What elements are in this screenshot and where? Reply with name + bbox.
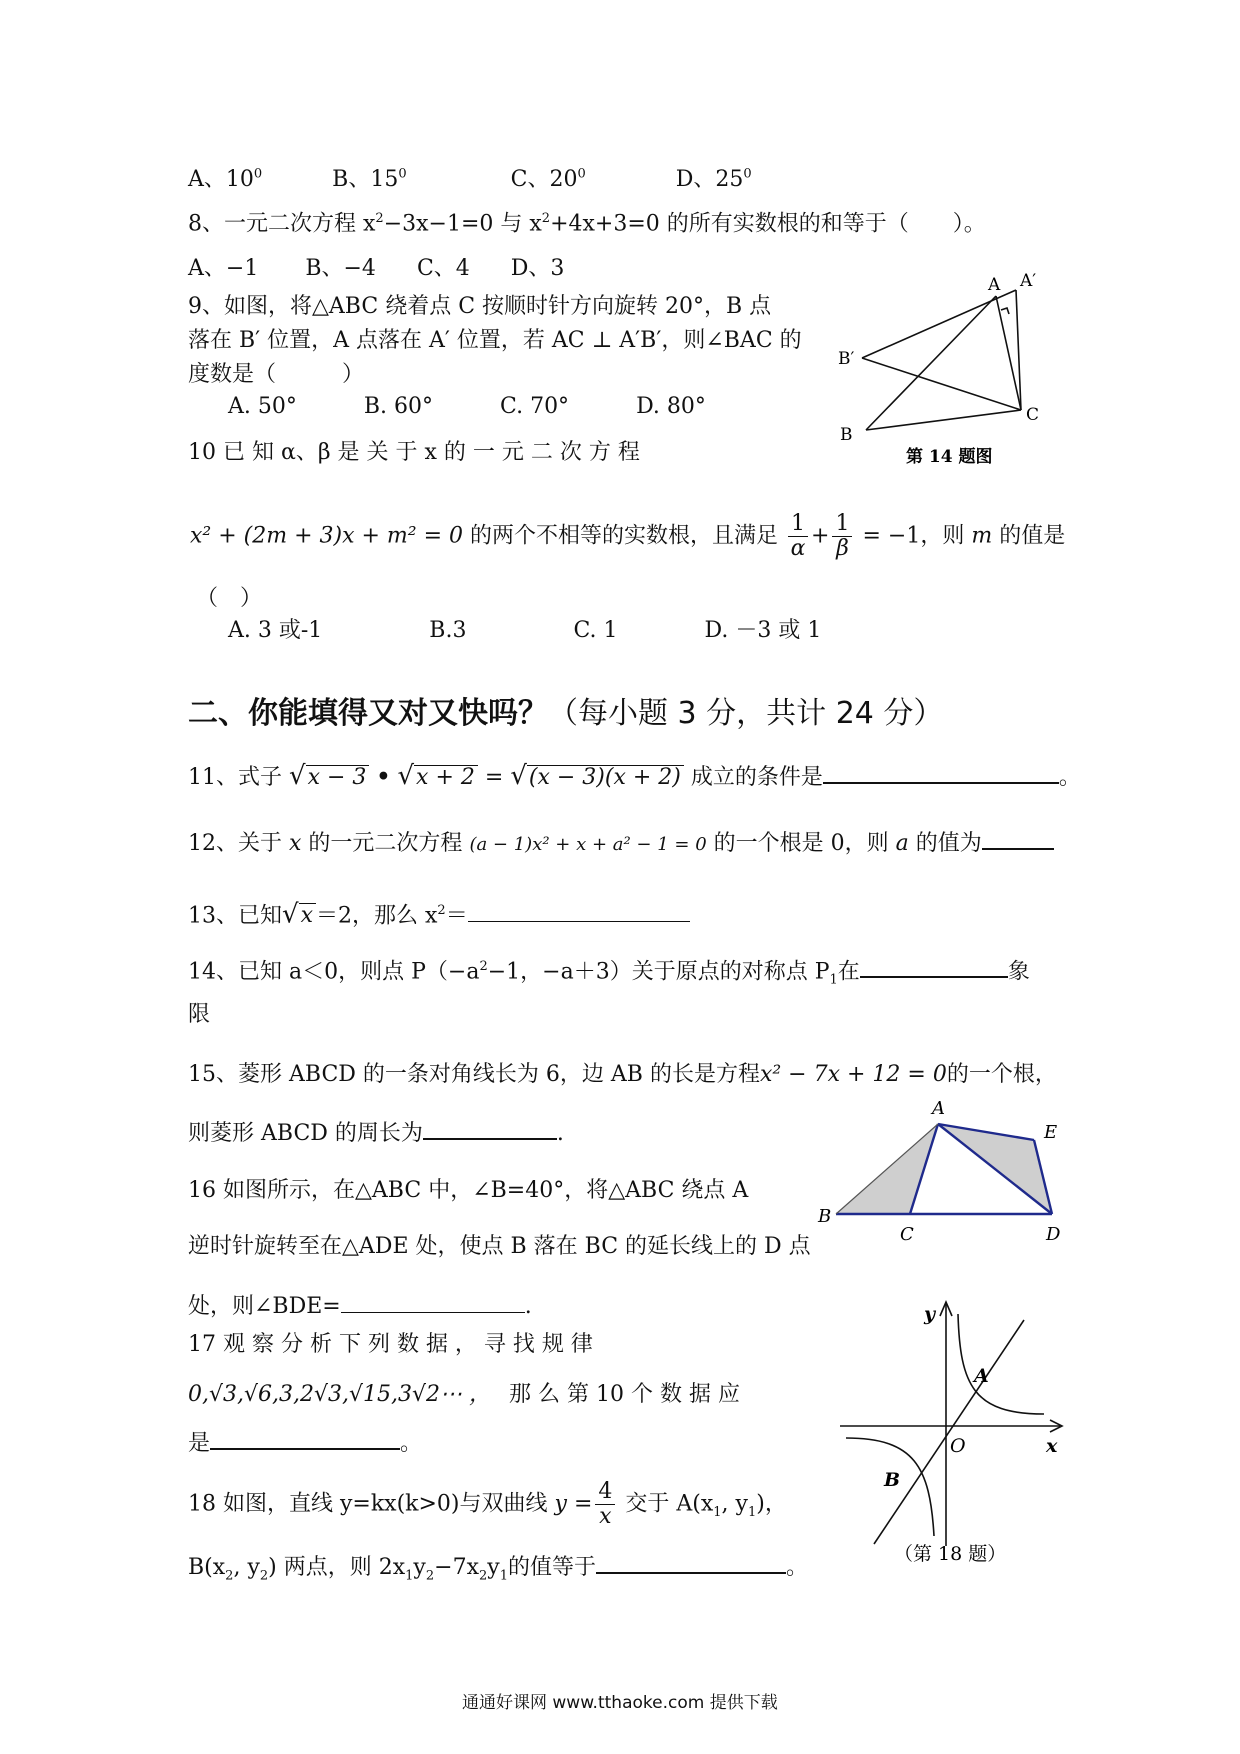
q13-answer-blank[interactable] [468,899,690,922]
q15-answer-blank[interactable] [423,1116,557,1140]
q18-line-2: $B(x_2$, $y_2$) 两点，则 $2x_1y_2-7x_2y_1$的值等于 。 [188,1550,808,1591]
q16-line-2: 逆时针旋转至在△ADE 处，使点 B 落在 BC 的延长线上的 D 点 [188,1234,811,1259]
label-b: B [884,1469,901,1491]
q16-rotation-figure [806,1096,1076,1246]
line-b-c [866,410,1021,430]
q10-answer-paren: （ ） [196,586,263,611]
label-a: A [974,1365,989,1387]
q10-frac-alpha: $\frac{1}{\alpha}$ [788,512,808,561]
label-a: A [988,275,1001,295]
q10-options: A. 3 或-1 B.3 C. 1 D. －3 或 1 [228,618,822,643]
q9-line-3: 度数是（ ） [188,362,365,387]
label-b: B [840,425,853,445]
label-c: C [1026,405,1040,425]
line-b-a [866,296,996,430]
q13-question: 13、已知√x ＝2，那么 $x^2=$ [188,896,690,931]
q16-line-3: 处，则∠BDE= . [188,1290,532,1322]
figure-caption: 第 14 题图 [906,447,993,467]
q8-question: 8、一元二次方程 $x^2-3x-1=0$ 与 $x^2+4x+3=0$ 的所有实数根的和等于（ ）。 [188,211,986,237]
q17-line-1: 17 观 察 分 析 下 列 数 据 ， 寻 找 规 律 [188,1332,593,1357]
q12-answer-blank[interactable] [982,826,1054,850]
label-x: x [1046,1435,1058,1457]
label-b-prime: B′ [838,349,855,369]
q17-line-2: 0,√3,√6,3,2√3,√15,3√2⋯ ， 那 么 第 10 个 数 据 应 [188,1382,740,1407]
label-y: y [924,1303,936,1325]
q9-triangle-figure [836,270,1056,470]
q16-answer-blank[interactable] [341,1290,525,1313]
label-e: E [1044,1122,1058,1143]
q18-answer-blank[interactable] [596,1550,786,1574]
q14-line-1: 14、已知 a＜0，则点 $P(-a^2-1$，−a＋3）关于原点的对称点 $P_1$在 象 [188,952,1030,996]
line-y-kx [874,1320,1024,1544]
q18-fraction: $\frac{4}{x}$ [595,1480,615,1529]
q14-line-2: 限 [188,1002,211,1027]
q7-option-d: D、$25^0$ [675,167,752,193]
q10-line-2: x² + (2m + 3)x + m² = 0 的两个不相等的实数根，且满足 $\frac{1}{\alpha}$ + $\frac{1}{\beta}$ = −1，则 m 的值是 [190,511,1066,561]
q16-line-1: 16 如图所示，在△ABC 中，∠B=40°，将△ABC 绕点 A [188,1178,749,1203]
q11-answer-blank[interactable] [823,760,1059,784]
line-b1-a1 [862,290,1016,358]
q7-options [188,160,752,195]
q18-hyperbola-figure [834,1296,1074,1566]
q12-question: 12、关于 x 的一元二次方程 (a − 1)x² + x + a² − 1 = 0 的一个根是 0，则 a 的值为 [188,826,1054,860]
q18-line-1: 18 如图，直线 y=kx(k>0)与双曲线 y = $\frac{4}{x}$ 交于 $A(x_1$, $y_1$)， [188,1479,787,1529]
section-2-heading [188,694,943,734]
q7-option-a: A、$10^0$ [188,167,263,193]
label-c: C [900,1224,914,1245]
q7-option-b: B、$15^0$ [332,167,407,193]
label-o: O [950,1435,966,1457]
q9-options: A. 50° B. 60° C. 70° D. 80° [228,394,706,419]
q17-line-3: 是 。 [188,1426,422,1459]
figure-caption: （第 18 题） [894,1543,1007,1565]
q11-question: 11、式子 √x − 3 • √x + 2 = √(x − 3)(x + 2) 成立的条件是 。 [188,761,1081,791]
right-angle-mark [1001,308,1009,314]
line-b1-c [862,358,1021,410]
section-2-title: 二、你能填得又对又快吗？ [188,696,548,731]
q10-line-1: 10 已 知 α、β 是 关 于 x 的 一 元 二 次 方 程 [188,440,640,465]
q9-line-2: 落在 B′ 位置，A 点落在 A′ 位置，若 AC ⊥ A′B′，则∠BAC 的 [188,328,802,353]
q10-frac-beta: $\frac{1}{\beta}$ [832,512,852,561]
q7-option-c: C、$20^0$ [510,167,586,193]
section-2-note: （每小题 3 分，共计 24 分） [548,696,944,731]
page-footer: 通通好课网 www.tthaoke.com 提供下载 [462,1693,778,1713]
q14-answer-blank[interactable] [860,954,1008,978]
q17-sequence: 0,√3,√6,3,2√3,√15,3√2⋯ ， [188,1382,492,1407]
q15-line-2: 则菱形 ABCD 的周长为 . [188,1116,564,1149]
q9-line-1: 9、如图，将△ABC 绕着点 C 按顺时针方向旋转 20°，B 点 [188,294,772,319]
q17-answer-blank[interactable] [210,1426,400,1450]
label-b: B [818,1206,832,1227]
q15-line-1: 15、菱形 ABCD 的一条对角线长为 6，边 AB 的长是方程x² − 7x + 12 = 0的一个根， [188,1062,1057,1087]
label-a: A [932,1098,945,1119]
q10-equation: x² + (2m + 3)x + m² = 0 [190,523,464,549]
q8-options: A、−1 B、−4 C、4 D、3 [188,256,565,281]
label-a-prime: A′ [1020,271,1037,291]
label-d: D [1046,1224,1061,1245]
